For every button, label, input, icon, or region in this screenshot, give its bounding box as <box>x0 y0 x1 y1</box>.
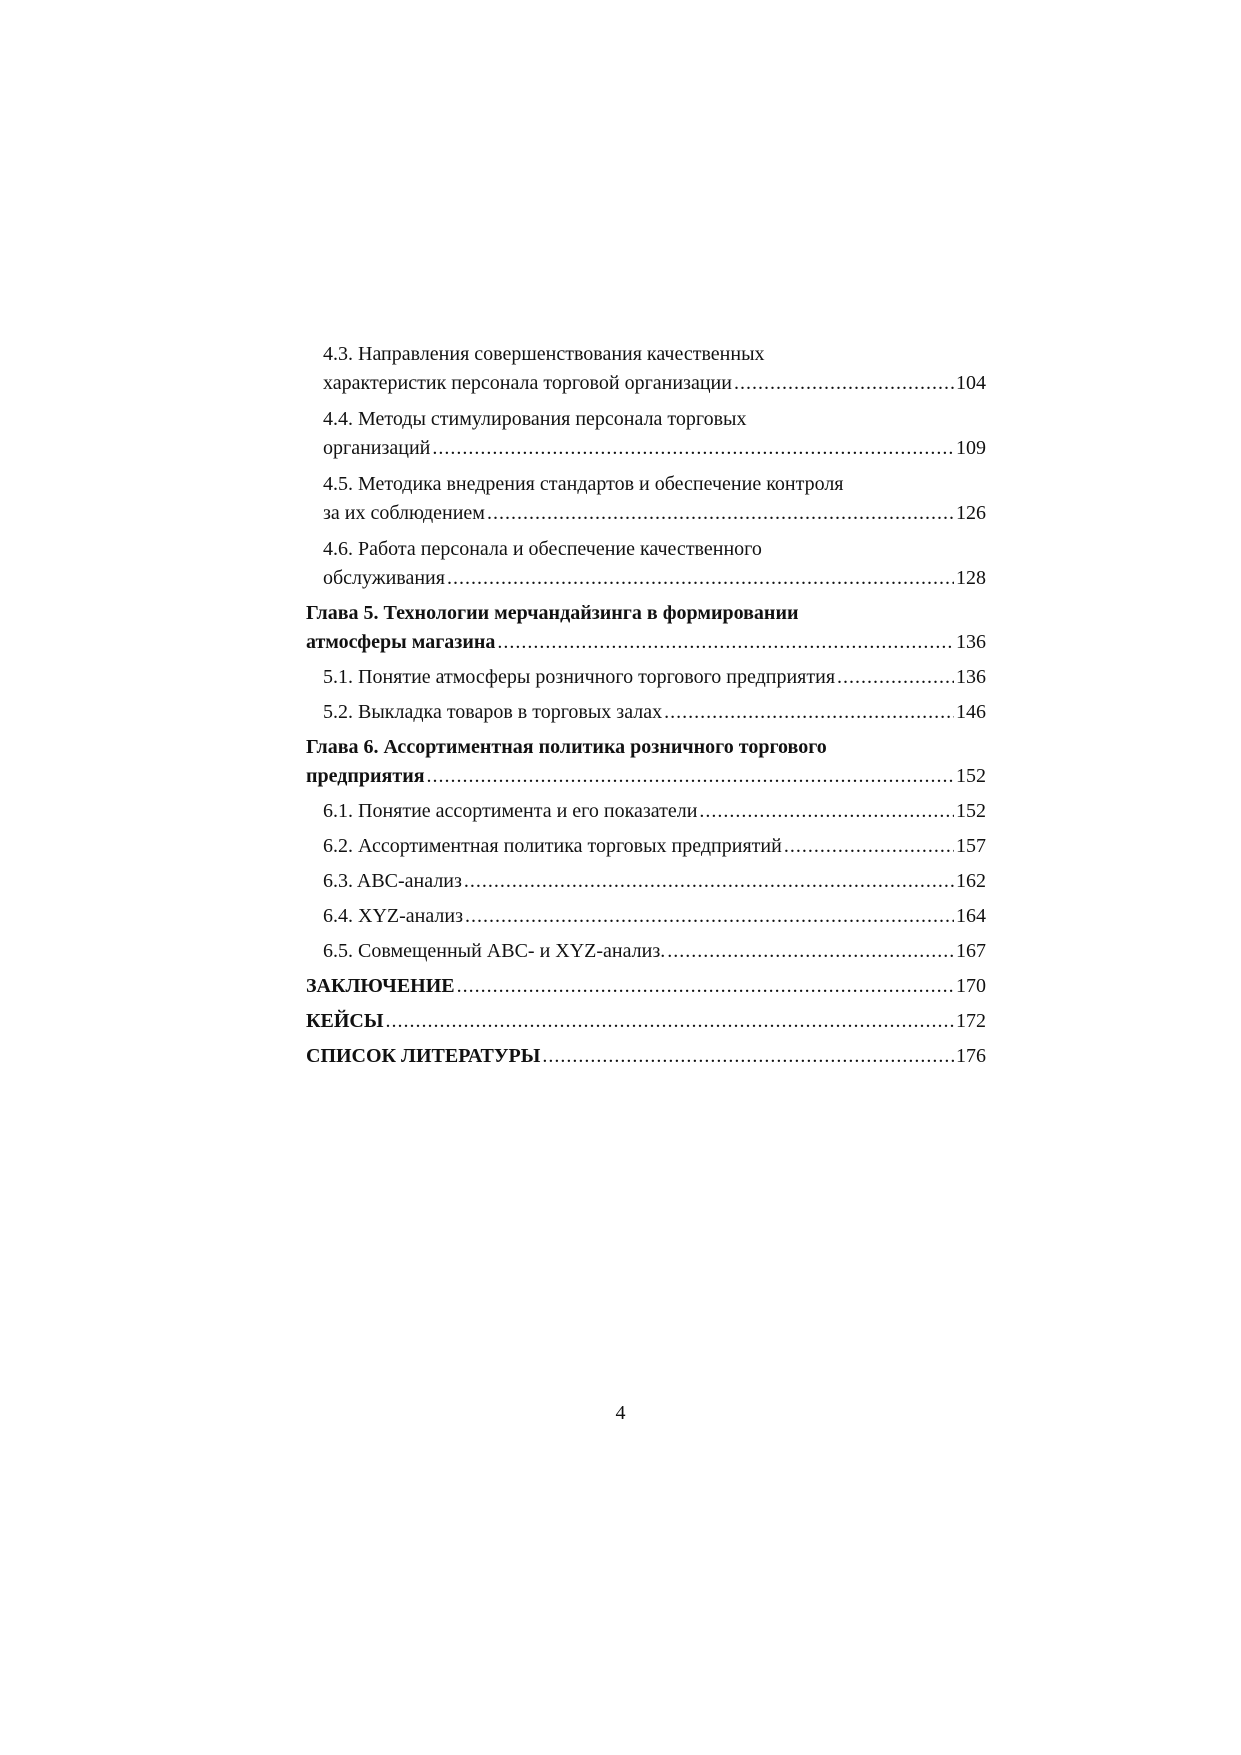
toc-entry-4-4[interactable] <box>306 405 986 463</box>
toc-entry-title: 6.3. ABC-анализ <box>323 870 462 892</box>
dot-leader <box>497 628 954 657</box>
toc-entry-title: 5.1. Понятие атмосферы розничного торгового предприятия <box>323 666 836 688</box>
toc-page-number: 128 <box>956 567 986 589</box>
toc-entry-title: 4.5. Методика внедрения стандартов и обеспечение контроля <box>323 473 844 495</box>
dot-leader <box>487 499 954 528</box>
toc-entry-4-6[interactable] <box>306 535 986 593</box>
toc-entry-title: 4.3. Направления совершенствования качественных <box>323 343 765 365</box>
toc-page-number: 167 <box>956 940 986 962</box>
toc-entry-6-4[interactable] <box>306 902 986 931</box>
toc-entry-title: за их соблюдением <box>323 502 485 524</box>
toc-entry-5-1[interactable] <box>306 663 986 692</box>
toc-entry-title: обслуживания <box>323 567 445 589</box>
dot-leader <box>464 867 954 896</box>
toc-entry-6-1[interactable] <box>306 797 986 826</box>
toc-entry-title: 6.2. Ассортиментная политика торговых предприятий <box>323 835 782 857</box>
toc-chapter-5[interactable] <box>306 599 986 657</box>
dot-leader <box>784 832 954 861</box>
toc-page-number: 152 <box>956 765 986 787</box>
toc-entry-6-2[interactable] <box>306 832 986 861</box>
toc-cases[interactable] <box>306 1007 986 1036</box>
toc-chapter-title: Глава 6. Ассортиментная политика розничного торгового <box>306 736 827 758</box>
toc-page-number: 152 <box>956 800 986 822</box>
dot-leader <box>432 434 954 463</box>
toc-page-number: 126 <box>956 502 986 524</box>
dot-leader <box>734 369 954 398</box>
toc-chapter-title: ЗАКЛЮЧЕНИЕ <box>306 975 455 997</box>
toc-page-number: 176 <box>956 1045 986 1067</box>
toc-entry-title: характеристик персонала торговой организации <box>323 372 732 394</box>
toc-entry-title: 4.6. Работа персонала и обеспечение качественного <box>323 538 762 560</box>
toc-entry-title: 4.4. Методы стимулирования персонала торговых <box>323 408 747 430</box>
toc-chapter-title: Глава 5. Технологии мерчандайзинга в формировании <box>306 602 799 624</box>
toc-page-number: 170 <box>956 975 986 997</box>
toc-entry-title: 6.1. Понятие ассортимента и его показатели <box>323 800 698 822</box>
dot-leader <box>447 564 954 593</box>
toc-entry-4-3[interactable] <box>306 340 986 398</box>
toc-chapter-title: предприятия <box>306 765 425 787</box>
toc-entry-4-5[interactable] <box>306 470 986 528</box>
toc-entry-title: 5.2. Выкладка товаров в торговых залах <box>323 701 663 723</box>
dot-leader <box>465 902 954 931</box>
toc-page-number: 172 <box>956 1010 986 1032</box>
dot-leader <box>427 762 954 791</box>
toc-chapter-title: СПИСОК ЛИТЕРАТУРЫ <box>306 1045 541 1067</box>
dot-leader <box>457 972 954 1001</box>
dot-leader <box>667 937 954 966</box>
toc-conclusion[interactable] <box>306 972 986 1001</box>
toc-entry-5-2[interactable] <box>306 698 986 727</box>
dot-leader <box>542 1042 954 1071</box>
toc-page-number: 162 <box>956 870 986 892</box>
toc-page-number: 104 <box>956 372 986 394</box>
toc-references[interactable] <box>306 1042 986 1071</box>
toc-chapter-6[interactable] <box>306 733 986 791</box>
toc-page-number: 146 <box>956 701 986 723</box>
toc-chapter-title: КЕЙСЫ <box>306 1010 384 1032</box>
page-number: 4 <box>615 1402 626 1424</box>
toc-entry-6-3[interactable] <box>306 867 986 896</box>
dot-leader <box>837 663 954 692</box>
dot-leader <box>664 698 954 727</box>
toc-entry-title: 6.4. XYZ-анализ <box>323 905 463 927</box>
table-of-contents <box>306 340 986 1071</box>
toc-page-number: 136 <box>956 631 986 653</box>
toc-page-number: 157 <box>956 835 986 857</box>
toc-page-number: 164 <box>956 905 986 927</box>
toc-entry-title: 6.5. Совмещенный ABC- и XYZ-анализ. <box>323 940 666 962</box>
toc-page-number: 109 <box>956 437 986 459</box>
toc-entry-6-5[interactable] <box>306 937 986 966</box>
toc-chapter-title: атмосферы магазина <box>306 631 496 653</box>
toc-entry-title: организаций <box>323 437 431 459</box>
dot-leader <box>385 1007 954 1036</box>
dot-leader <box>699 797 954 826</box>
toc-page-number: 136 <box>956 666 986 688</box>
